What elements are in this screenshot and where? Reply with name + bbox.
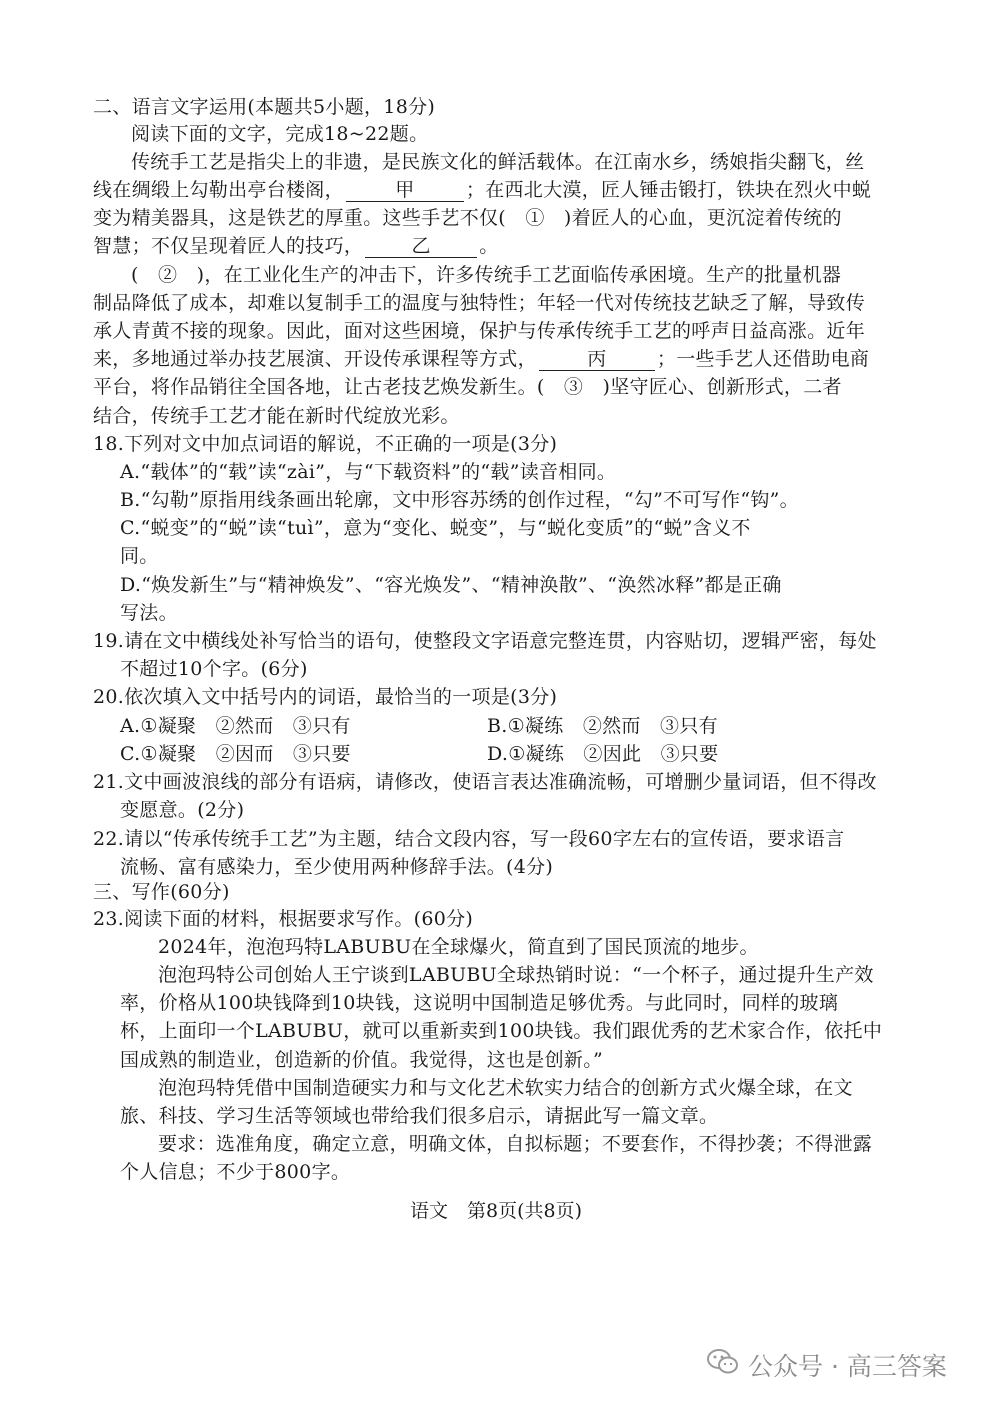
q18-option-b: B.“勾勒”原指用线条画出轮廓，文中形容苏绣的创作过程，“勾”不可写作“钩”。 xyxy=(120,489,799,511)
q23-para-2-line-1: 泡泡玛特公司创始人王宁谈到LABUBU全球热销时说：“一个杯子，通过提升生产效 xyxy=(158,964,874,986)
q19-stem: 19.请在文中横线处补写恰当的语句，使整段文字语意完整连贯，内容贴切，逻辑严密，每处 xyxy=(93,630,877,652)
q23-para-3-line-1: 泡泡玛特凭借中国制造硬实力和与文化艺术软实力结合的创新方式火爆全球，在文 xyxy=(158,1077,853,1099)
q23-stem: 23.阅读下面的材料，根据要求写作。(60分) xyxy=(93,908,474,930)
q20-option-b: B.①凝练 ②然而 ③只有 xyxy=(487,715,718,737)
section2-heading: 二、语言文字运用(本题共5小题，18分) xyxy=(93,96,436,118)
q19-stem-cont: 不超过10个字。(6分) xyxy=(120,658,308,680)
passage-line-9: 平台，将作品销往全国各地，让古老技艺焕发新生。( ③ )坚守匠心、创新形式，二者 xyxy=(93,376,842,398)
q23-requirements-line-1: 要求：选准角度，确定立意，明确文体，自拟标题；不要套作，不得抄袭；不得泄露 xyxy=(158,1133,873,1155)
blank-bing: 丙 xyxy=(539,348,655,371)
q20-stem: 20.依次填入文中括号内的词语，最恰当的一项是(3分) xyxy=(93,686,558,708)
q21-stem: 21.文中画波浪线的部分有语病，请修改，使语言表达准确流畅，可增删少量词语，但不得改 xyxy=(93,771,877,793)
q22-stem: 22.请以“传承传统手工艺”为主题，结合文段内容，写一段60字左右的宣传语，要求语言 xyxy=(93,828,845,850)
q20-option-d: D.①凝练 ②因此 ③只要 xyxy=(487,743,719,765)
q20-option-c: C.①凝聚 ②因而 ③只要 xyxy=(120,743,351,765)
watermark xyxy=(706,1345,947,1385)
page-footer: 语文 第8页(共8页) xyxy=(409,1200,582,1222)
q23-para-2-line-3: 杯，上面印一个LABUBU，就可以重新卖到100块钱。我们跟优秀的艺术家合作，依托中 xyxy=(120,1020,883,1042)
passage-line-3: 变为精美器具，这是铁艺的厚重。这些手艺不仅( ① )着匠人的心血，更沉淀着传统的 xyxy=(93,207,842,229)
passage-line-8: 来，多地通过举办技艺展演、开设传承课程等方式， 丙 ；一些手艺人还借助电商 xyxy=(93,348,870,370)
section2-intro: 阅读下面的文字，完成18~22题。 xyxy=(131,123,429,145)
passage-line-10: 结合，传统手工艺才能在新时代绽放光彩。 xyxy=(93,405,460,427)
q18-stem: 18.下列对文中加点词语的解说，不正确的一项是(3分) xyxy=(93,433,558,455)
passage-line-5: ( ② )，在工业化生产的冲击下，许多传统手工艺面临传承困境。生产的批量机器 xyxy=(131,264,842,286)
q21-stem-cont: 变愿意。(2分) xyxy=(120,799,245,821)
q20-options-row-1 xyxy=(120,713,718,739)
section3-heading: 三、写作(60分) xyxy=(93,881,230,903)
blank-jia: 甲 xyxy=(346,179,464,202)
passage-line-6: 制品降低了成本，却难以复制手工的温度与独特性；年轻一代对传统技艺缺乏了解，导致传 xyxy=(93,292,866,314)
q22-stem-cont: 流畅、富有感染力，至少使用两种修辞手法。(4分) xyxy=(120,856,554,878)
watermark-text: 公众号 · 高三答案 xyxy=(748,1352,947,1381)
passage-line-2: 线在绸缎上勾勒出亭台楼阁， 甲 ；在西北大漠，匠人锤击锻打，铁块在烈火中蜕 xyxy=(93,179,872,201)
q18-option-d-cont: 写法。 xyxy=(120,602,178,624)
q20-options-row-2 xyxy=(120,741,719,767)
wechat-icon xyxy=(706,1347,740,1383)
q18-option-c: C.“蜕变”的“蜕”读“tuì”，意为“变化、蜕变”，与“蜕化变质”的“蜕”含义不 xyxy=(120,517,751,539)
q18-option-a: A.“载体”的“载”读“zài”，与“下载资料”的“载”读音相同。 xyxy=(120,461,617,483)
q18-option-c-cont: 同。 xyxy=(120,545,159,567)
q23-requirements-line-2: 个人信息；不少于800字。 xyxy=(120,1161,351,1183)
q20-option-a: A.①凝聚 ②然而 ③只有 xyxy=(120,715,351,737)
passage-line-4: 智慧；不仅呈现着匠人的技巧， 乙 。 xyxy=(93,235,499,257)
passage-line-7: 承人青黄不接的现象。因此，面对这些困境，保护与传承传统手工艺的呼声日益高涨。近年 xyxy=(93,320,866,342)
q18-option-d: D.“焕发新生”与“精神焕发”、“容光焕发”、“精神涣散”、“涣然冰释”都是正确 xyxy=(120,574,782,596)
q23-para-2-line-2: 率，价格从100块钱降到10块钱，这说明中国制造足够优秀。与此同时，同样的玻璃 xyxy=(120,992,839,1014)
blank-yi: 乙 xyxy=(365,235,477,258)
q23-para-1: 2024年，泡泡玛特LABUBU在全球爆火，简直到了国民顶流的地步。 xyxy=(158,936,759,958)
passage-line-1: 传统手工艺是指尖上的非遗，是民族文化的鲜活载体。在江南水乡，绣娘指尖翻飞，丝 xyxy=(131,151,865,173)
q23-para-2-line-4: 国成熟的制造业，创造新的价值。我觉得，这也是创新。” xyxy=(120,1049,604,1071)
q23-para-3-line-2: 旅、科技、学习生活等领域也带给我们很多启示，请据此写一篇文章。 xyxy=(120,1105,719,1127)
